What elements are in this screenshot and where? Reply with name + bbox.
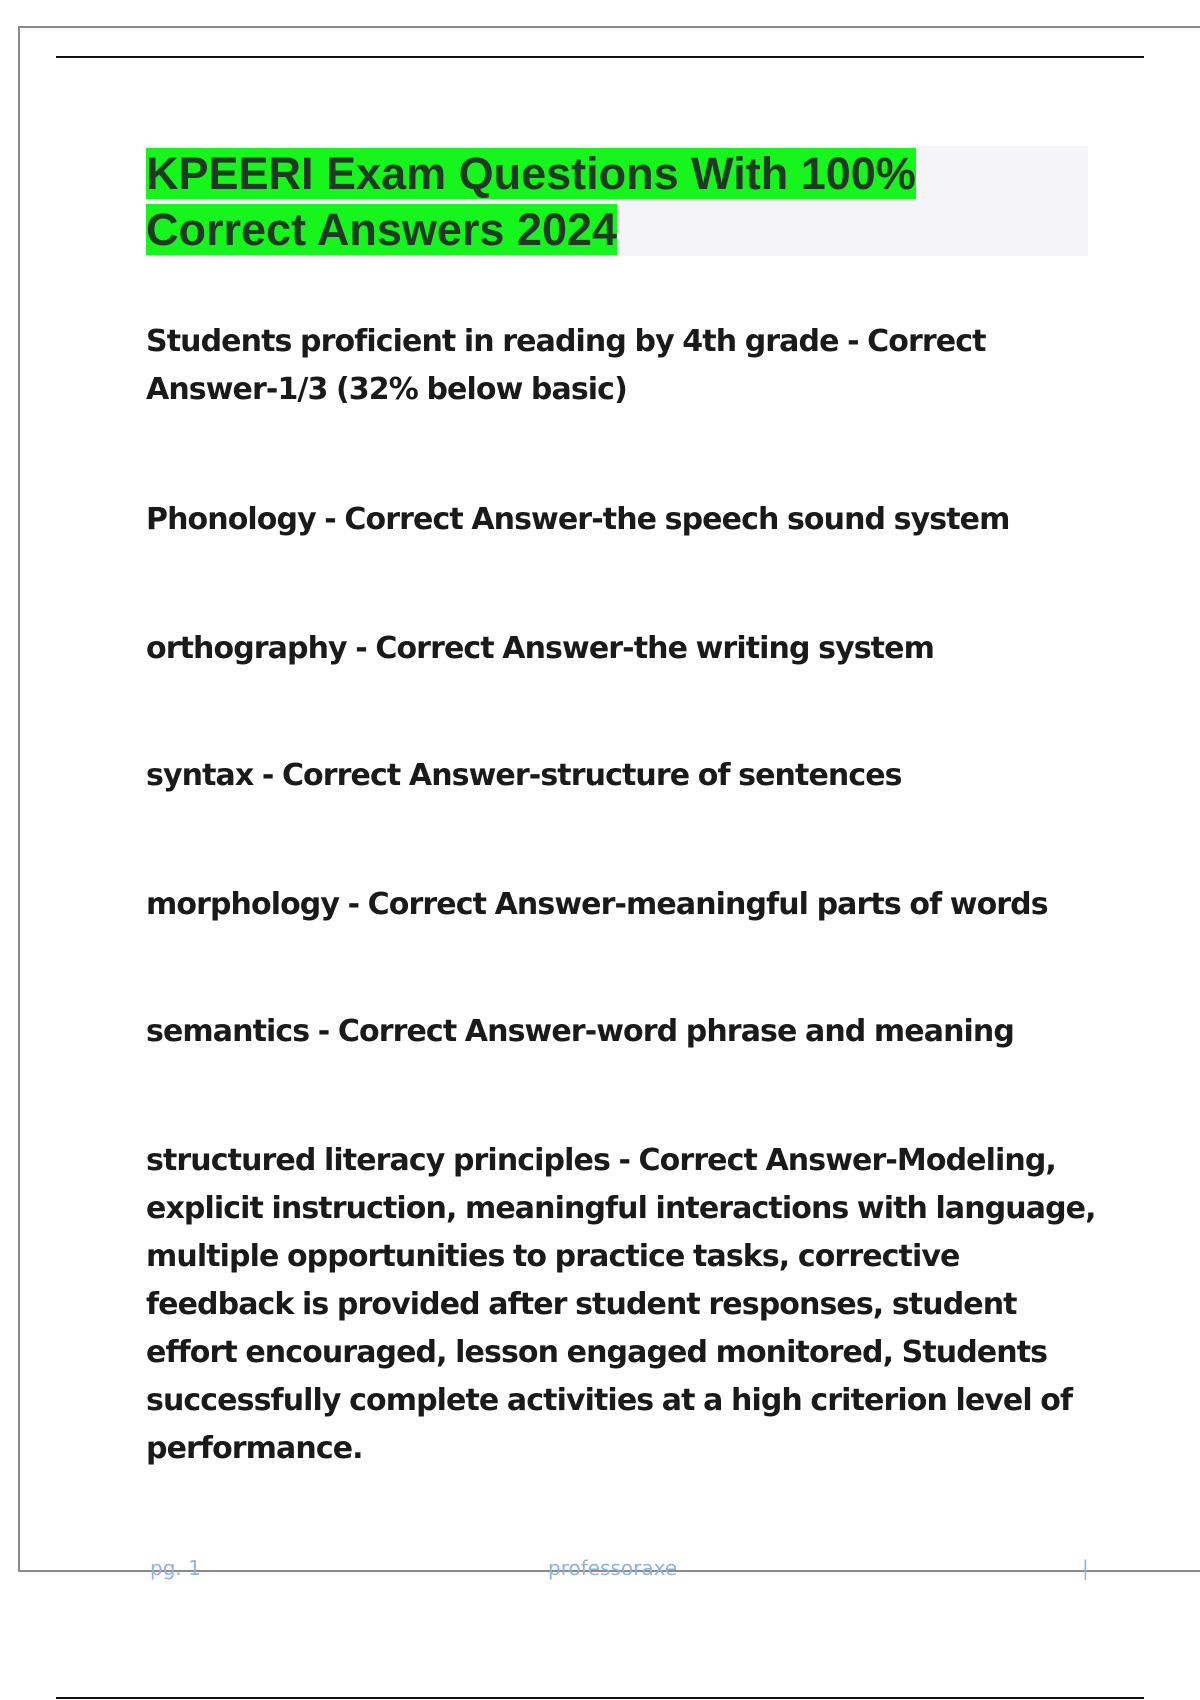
title-line-2: Correct Answers 2024 (146, 204, 618, 255)
qa-item-morphology: morphology - Correct Answer-meaningful parts of words (146, 887, 1048, 922)
qa-item-reading-proficiency: Students proficient in reading by 4th grade - Correct Answer-1/3 (32% below basic) (146, 324, 986, 407)
qa-item-structured-literacy: structured literacy principles - Correct Answer-Modeling, explicit instruction, meaningful interactions with language, multiple opportunities to practice tasks, corrective feedback is provided after student responses, student effort encouraged, lesson engaged monitored, Students successfully complete activities at a high criterion level of performance. (146, 1143, 1096, 1466)
title-line-1: KPEERI Exam Questions With 100% (146, 148, 916, 199)
page-footer (0, 1556, 1200, 1586)
page-number: pg. 1 (150, 1556, 201, 1580)
document-title (146, 146, 1088, 258)
qa-item-syntax: syntax - Correct Answer-structure of sentences (146, 758, 902, 793)
qa-item-semantics: semantics - Correct Answer-word phrase and meaning (146, 1014, 1014, 1049)
next-page-rule (56, 1697, 1144, 1699)
footer-brand: professoraxe (548, 1556, 678, 1580)
footer-separator: | (1082, 1556, 1089, 1580)
qa-item-phonology: Phonology - Correct Answer-the speech sound system (146, 502, 1010, 537)
header-rule (56, 56, 1144, 58)
qa-item-orthography: orthography - Correct Answer-the writing system (146, 631, 934, 666)
